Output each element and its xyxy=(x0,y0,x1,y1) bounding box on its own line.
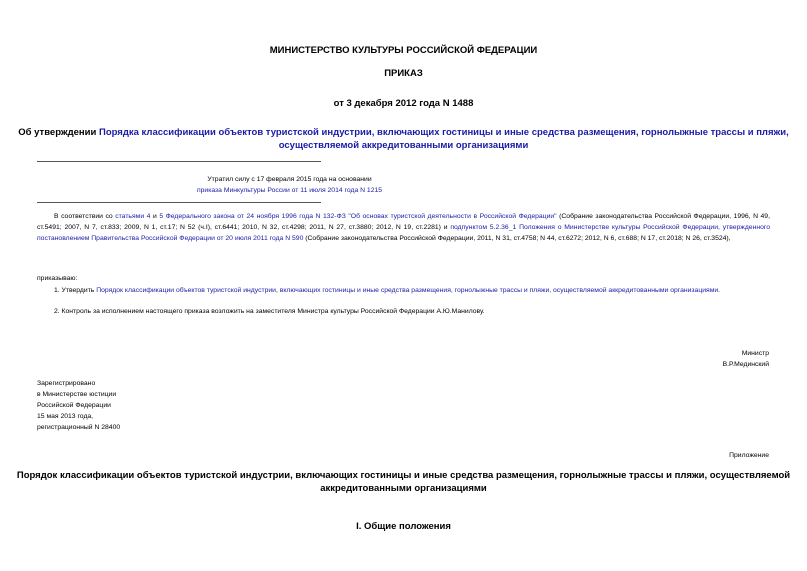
order-item-2: 2. Контроль за исполнением настоящего приказа возложить на заместителя Министра культуры Российской Федерации А.Ю.Манилову. xyxy=(54,308,485,315)
preamble-text-2: и xyxy=(150,213,160,220)
appendix-label: Приложение xyxy=(729,452,769,459)
signature-block xyxy=(723,348,769,370)
section-heading: I. Общие положения xyxy=(356,521,451,532)
status-line1: Утратил силу с 17 февраля 2015 года на основании xyxy=(207,176,372,183)
preamble-text-4: (Собрание законодательства Российской Федерации, 2011, N 31, ст.4758; N 44, ст.6272; 2012, N 6, ст.688; N 17, ст.2018; N 26, ст.3524), xyxy=(303,235,731,242)
document-title xyxy=(0,126,807,152)
procedure-link[interactable]: Порядок классификации объектов туристской индустрии, включающих гостиницы и иные средства размещения, горнолыжные трассы и пляжи, осуществляемой аккредитованными организациями. xyxy=(96,287,721,294)
signature-name: В.Р.Мединский xyxy=(722,361,769,368)
preamble-paragraph xyxy=(37,211,770,244)
date-number-heading: от 3 декабря 2012 года N 1488 xyxy=(333,98,474,109)
status-link[interactable]: приказа Минкультуры России от 11 июля 2014 года N 1215 xyxy=(196,187,383,194)
registration-line: 15 мая 2013 года, xyxy=(37,413,94,420)
status-divider-top xyxy=(37,161,321,162)
doc-type-heading: ПРИКАЗ xyxy=(384,68,423,79)
registration-line: регистрационный N 28400 xyxy=(37,424,121,431)
federal-law-link[interactable]: 5 Федерального закона от 24 ноября 1996 года N 132-ФЗ "Об основах туристской деятельности в Российской Федерации" xyxy=(159,213,557,220)
item1-prefix: 1. Утвердить xyxy=(54,287,97,294)
appendix-title xyxy=(0,469,807,495)
regulation-link[interactable]: подпунктом 5.2.36_1 Положения о Министерстве культуры Российской Федерации, утвержденного постановлением Правительства Российской Федерации от 20 июля 2011 года N 590 xyxy=(37,224,770,242)
ministry-heading: МИНИСТЕРСТВО КУЛЬТУРЫ РОССИЙСКОЙ ФЕДЕРАЦИИ xyxy=(269,45,538,56)
registration-block xyxy=(37,378,120,433)
title-link[interactable]: Порядка классификации объектов туристской индустрии, включающих гостиницы и иные средства размещения, горнолыжные трассы и пляжи, xyxy=(98,127,789,138)
preamble-text-1: В соответствии со xyxy=(54,213,116,220)
registration-line: в Министерстве юстиции xyxy=(37,391,117,398)
appendix-title-line2: аккредитованными организациями xyxy=(320,483,487,494)
preamble-text-3: (Собрание законодательства Российской Федерации, 1996, N 49, ст.5491; 2007, N 7, ст.833; 2009, N 1, ст.17; N 52 (ч.I), ст.6441; 2010, N 32, ст.4298; 2011, N 27, ст.3880; 2012, N 19, ст.2281) и xyxy=(37,213,770,231)
appendix-title-line1: Порядок классификации объектов туристской индустрии, включающих гостиницы и иные средства размещения, горнолыжные трассы и пляжи, осуществляемой xyxy=(16,470,791,481)
signature-position: Министр xyxy=(741,350,769,357)
title-prefix: Об утверждении xyxy=(18,127,99,138)
registration-line: Зарегистрировано xyxy=(37,380,96,387)
title-link-cont[interactable]: осуществляемой аккредитованными организациями xyxy=(278,140,529,151)
registration-line: Российской Федерации xyxy=(37,402,111,409)
order-item-1 xyxy=(54,285,770,296)
status-block xyxy=(37,174,542,196)
order-word: приказываю: xyxy=(37,275,78,282)
status-divider-bottom xyxy=(37,202,321,203)
article4-link[interactable]: статьями 4 xyxy=(115,213,151,220)
